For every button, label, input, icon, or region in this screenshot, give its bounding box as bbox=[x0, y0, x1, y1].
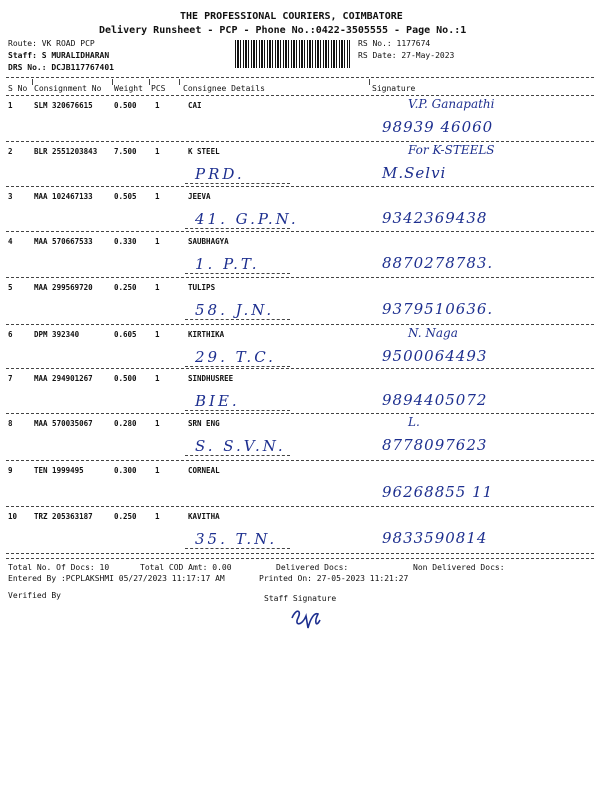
row-consignee: KAVITHA bbox=[188, 512, 220, 521]
row-consignee: K STEEL bbox=[188, 147, 220, 156]
row-separator bbox=[6, 186, 594, 187]
row-separator bbox=[6, 413, 594, 414]
address-underline bbox=[185, 183, 290, 184]
row-separator bbox=[6, 277, 594, 278]
row-weight: 7.500 bbox=[114, 147, 137, 156]
row-separator bbox=[6, 553, 594, 554]
col-header-sno: S No bbox=[8, 84, 28, 93]
row-consignee: KIRTHIKA bbox=[188, 330, 225, 339]
row-signature-phone: 8778097623 bbox=[382, 436, 488, 454]
address-underline bbox=[185, 228, 290, 229]
row-sno: 8 bbox=[8, 419, 13, 428]
rs-date: RS Date: 27-May-2023 bbox=[358, 51, 455, 60]
row-separator bbox=[6, 324, 594, 325]
row-weight: 0.330 bbox=[114, 237, 137, 246]
row-consignment-no: TEN 1999495 bbox=[34, 466, 84, 475]
col-header-consignment: Consignment No bbox=[34, 84, 102, 93]
col-divider bbox=[369, 79, 370, 85]
row-pcs: 1 bbox=[155, 419, 160, 428]
address-underline bbox=[185, 366, 290, 367]
row-pcs: 1 bbox=[155, 192, 160, 201]
col-divider bbox=[112, 79, 113, 85]
row-consignment-no: MAA 570035067 bbox=[34, 419, 93, 428]
row-sno: 3 bbox=[8, 192, 13, 201]
row-separator bbox=[6, 141, 594, 142]
total-cod: Total COD Amt: 0.00 bbox=[140, 563, 232, 572]
col-divider bbox=[149, 79, 150, 85]
row-pcs: 1 bbox=[155, 283, 160, 292]
row-sno: 9 bbox=[8, 466, 13, 475]
address-underline bbox=[185, 548, 290, 549]
row-consignment-no: MAA 299569720 bbox=[34, 283, 93, 292]
row-consignment-no: SLM 320676615 bbox=[34, 101, 93, 110]
row-signature-phone: 9379510636. bbox=[382, 300, 494, 318]
total-docs: Total No. Of Docs: 10 bbox=[8, 563, 110, 572]
row-separator bbox=[6, 506, 594, 507]
row-separator bbox=[6, 460, 594, 461]
row-signature-phone: 9894405072 bbox=[382, 391, 488, 409]
row-signature-phone: 9500064493 bbox=[382, 347, 488, 365]
row-pcs: 1 bbox=[155, 147, 160, 156]
header-bottom-rule bbox=[6, 95, 594, 96]
row-pcs: 1 bbox=[155, 512, 160, 521]
col-divider bbox=[179, 79, 180, 85]
row-handwritten-address: 35. T.N. bbox=[195, 530, 278, 548]
row-pcs: 1 bbox=[155, 330, 160, 339]
row-separator bbox=[6, 231, 594, 232]
row-consignee: SINDHUSREE bbox=[188, 374, 234, 383]
col-divider bbox=[32, 79, 33, 85]
col-header-consignee: Consignee Details bbox=[183, 84, 265, 93]
col-header-signature: Signature bbox=[372, 84, 416, 93]
row-consignee: CAI bbox=[188, 101, 202, 110]
row-handwritten-address: PRD. bbox=[195, 165, 245, 183]
address-underline bbox=[185, 319, 290, 320]
address-underline bbox=[185, 273, 290, 274]
row-weight: 0.250 bbox=[114, 283, 137, 292]
row-separator bbox=[6, 368, 594, 369]
non-delivered-docs: Non Delivered Docs: bbox=[413, 563, 505, 572]
row-signature-phone: M.Selvi bbox=[382, 164, 447, 182]
col-header-pcs: PCS bbox=[151, 84, 166, 93]
row-sno: 10 bbox=[8, 512, 18, 521]
row-signature-phone: 98939 46060 bbox=[382, 118, 494, 136]
row-sno: 5 bbox=[8, 283, 13, 292]
row-signature-name: For K-STEELS bbox=[408, 143, 495, 157]
row-signature-name: L. bbox=[408, 415, 420, 429]
row-consignment-no: TRZ 205363187 bbox=[34, 512, 93, 521]
row-sno: 2 bbox=[8, 147, 13, 156]
delivered-docs: Delivered Docs: bbox=[276, 563, 349, 572]
row-weight: 0.500 bbox=[114, 101, 137, 110]
barcode bbox=[235, 40, 350, 68]
row-weight: 0.280 bbox=[114, 419, 137, 428]
row-handwritten-address: 29. T.C. bbox=[195, 348, 276, 366]
report-subtitle: Delivery Runsheet - PCP - Phone No.:0422-3505555 - Page No.:1 bbox=[99, 25, 467, 36]
row-sno: 7 bbox=[8, 374, 13, 383]
row-sno: 4 bbox=[8, 237, 13, 246]
row-handwritten-address: 41. G.P.N. bbox=[195, 210, 299, 228]
row-consignee: SRN ENG bbox=[188, 419, 220, 428]
col-header-weight: Weight bbox=[114, 84, 143, 93]
row-consignment-no: DPM 392340 bbox=[34, 330, 80, 339]
staff-label: Staff: S MURALIDHARAN bbox=[8, 51, 110, 60]
row-consignment-no: MAA 570667533 bbox=[34, 237, 93, 246]
row-sno: 1 bbox=[8, 101, 13, 110]
staff-signature-label: Staff Signature bbox=[264, 594, 337, 603]
drs-number: DRS No.: DCJB117767401 bbox=[8, 63, 114, 72]
row-consignment-no: MAA 102467133 bbox=[34, 192, 93, 201]
row-pcs: 1 bbox=[155, 466, 160, 475]
row-handwritten-address: S. S.V.N. bbox=[195, 437, 286, 455]
row-consignment-no: MAA 294901267 bbox=[34, 374, 93, 383]
row-signature-phone: 8870278783. bbox=[382, 254, 494, 272]
row-pcs: 1 bbox=[155, 101, 160, 110]
row-weight: 0.505 bbox=[114, 192, 137, 201]
row-consignee: TULIPS bbox=[188, 283, 216, 292]
row-handwritten-address: BIE. bbox=[195, 392, 240, 410]
row-weight: 0.605 bbox=[114, 330, 137, 339]
rs-number: RS No.: 1177674 bbox=[358, 39, 431, 48]
address-underline bbox=[185, 410, 290, 411]
row-pcs: 1 bbox=[155, 374, 160, 383]
row-signature-name: N. Naga bbox=[408, 326, 458, 340]
header-top-rule bbox=[6, 77, 594, 78]
row-sno: 6 bbox=[8, 330, 13, 339]
printed-on: Printed On: 27-05-2023 11:21:27 bbox=[259, 574, 409, 583]
row-signature-phone: 9342369438 bbox=[382, 209, 488, 227]
row-signature-name: V.P. Ganapathi bbox=[408, 97, 495, 111]
row-consignee: SAUBHAGYA bbox=[188, 237, 229, 246]
row-handwritten-address: 58. J.N. bbox=[195, 301, 275, 319]
verified-by: Verified By bbox=[8, 591, 61, 600]
row-weight: 0.300 bbox=[114, 466, 137, 475]
row-weight: 0.500 bbox=[114, 374, 137, 383]
route-label: Route: VK ROAD PCP bbox=[8, 39, 95, 48]
row-handwritten-address: 1. P.T. bbox=[195, 255, 260, 273]
row-consignment-no: BLR 2551203843 bbox=[34, 147, 98, 156]
row-signature-phone: 96268855 11 bbox=[382, 483, 494, 501]
staff-signature-icon bbox=[288, 604, 324, 634]
report-title: THE PROFESSIONAL COURIERS, COIMBATORE bbox=[180, 11, 403, 22]
row-consignee: JEEVA bbox=[188, 192, 211, 201]
row-signature-phone: 9833590814 bbox=[382, 529, 488, 547]
row-weight: 0.250 bbox=[114, 512, 137, 521]
entered-by: Entered By :PCPLAKSHMI 05/27/2023 11:17:17 AM bbox=[8, 574, 225, 583]
footer-rule bbox=[6, 558, 594, 559]
address-underline bbox=[185, 455, 290, 456]
row-consignee: CORNEAL bbox=[188, 466, 220, 475]
row-pcs: 1 bbox=[155, 237, 160, 246]
